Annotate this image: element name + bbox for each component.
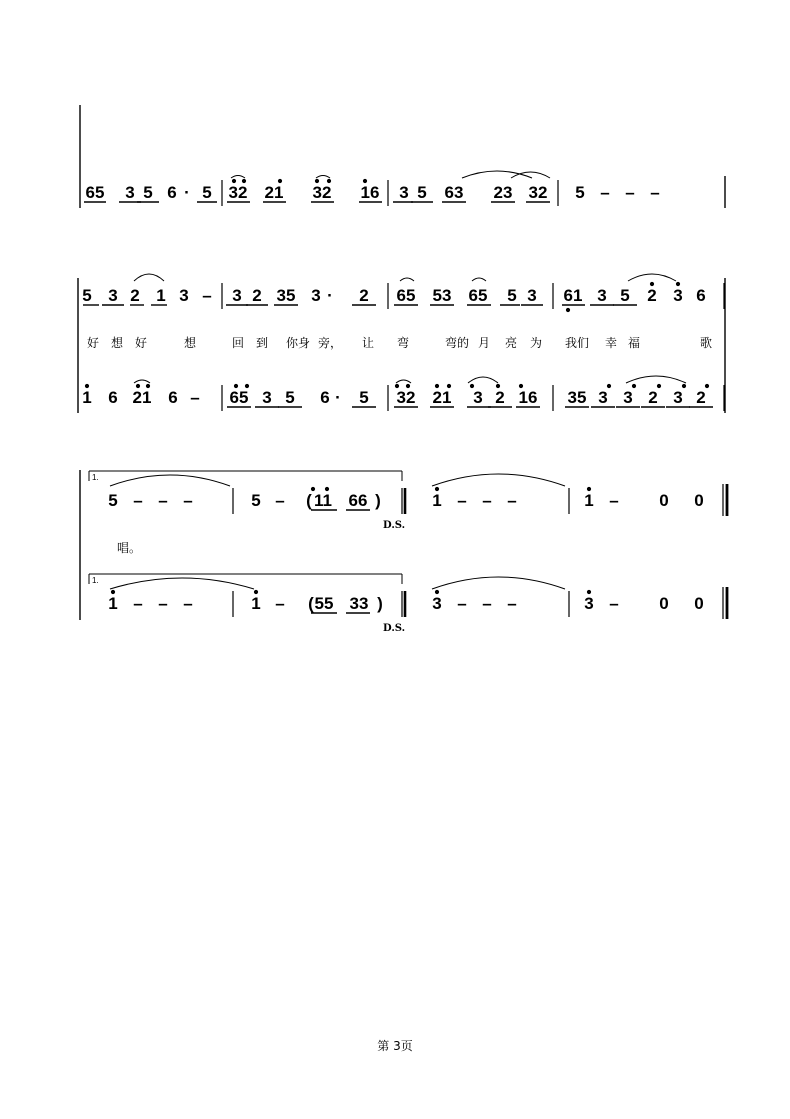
note: – [457,594,467,613]
slur [396,380,411,383]
note: 65 [468,286,488,305]
lyric-syllable: 想 [184,336,197,350]
note: 21 [264,183,284,202]
note: 32 [228,183,248,202]
note: 3 [623,388,633,407]
note: 0 [694,491,704,510]
note: 16 [360,183,380,202]
note: 5 [108,491,118,510]
note: 5 [417,183,427,202]
note: 2 [359,286,369,305]
notation-line [86,183,660,202]
lyric-line [117,541,141,555]
lyric-syllable: 你身 [286,336,311,350]
lyric-syllable: 月 [478,336,491,350]
note: 1 [156,286,166,305]
note: – [158,491,168,510]
note: 5 [82,286,92,305]
note: 3 [399,183,409,202]
slur [231,176,245,179]
high-octave-dot [608,385,611,388]
note: · [184,183,190,202]
notation-line [82,286,705,305]
note: 2 [696,388,706,407]
note: 1 [108,594,118,613]
slur [432,577,565,589]
note: 2 [252,286,262,305]
slur [316,176,330,179]
note: 5 [620,286,630,305]
slur [468,377,498,383]
note: 32 [312,183,332,202]
note: ) [375,491,381,510]
lyric-line [87,335,712,350]
note: – [183,491,193,510]
note: 5 [507,286,517,305]
lyric-syllable: 到 [256,336,269,350]
note: 5 [285,388,295,407]
note: 3 [473,388,483,407]
slur [432,474,565,486]
note: 23 [493,183,513,202]
note: 16 [518,388,538,407]
note: 35 [567,388,587,407]
note: 1 [82,388,92,407]
note: 6 [167,183,177,202]
lyric-syllable: 我们 [565,336,590,350]
dal-segno-mark: D.S. [383,520,406,531]
note: – [183,594,193,613]
note: 5 [359,388,369,407]
note: 3 [232,286,242,305]
note: – [507,594,517,613]
note: 6 [168,388,178,407]
page-footer: 第 3页 [377,1039,413,1053]
note: 3 [673,286,683,305]
note: 6 [320,388,330,407]
note: 63 [444,183,464,202]
high-octave-dot [683,385,686,388]
note: 35 [276,286,296,305]
note: 5 [251,491,261,510]
note: – [202,286,212,305]
note: 3 [597,286,607,305]
notation-line [82,388,705,407]
lyric-syllable: 福 [628,336,641,350]
note: – [190,388,200,407]
high-octave-dot [658,385,661,388]
lyric-syllable: 弯 [397,336,410,350]
note: 3 [108,286,118,305]
note: 3 [673,388,683,407]
slur [110,578,254,589]
note: 21 [132,388,152,407]
lyric-syllable: 为 [530,336,543,350]
note: 1 [251,594,261,613]
note: 32 [396,388,416,407]
note: 3 [527,286,537,305]
note: 2 [648,388,658,407]
note: 2 [130,286,140,305]
note: 5 [143,183,153,202]
note: 3 [125,183,135,202]
note: – [275,594,285,613]
note: 65 [396,286,416,305]
note: · [327,286,333,305]
note: – [482,491,492,510]
note: 6 [108,388,118,407]
note: 5 [202,183,212,202]
lyric-syllable: 好 [135,336,148,350]
note: 2 [495,388,505,407]
note: 3 [262,388,272,407]
note: – [133,594,143,613]
note: ( [308,594,314,613]
dal-segno-mark: D.S. [383,623,406,634]
note: 3 [179,286,189,305]
slur [134,380,150,383]
lyric-syllable: 回 [232,336,245,350]
note: 53 [432,286,452,305]
high-octave-dot [706,385,709,388]
low-octave-dot [567,309,570,312]
note: 1 [584,491,594,510]
high-octave-dot [633,385,636,388]
note: 3 [311,286,321,305]
note: – [609,491,619,510]
note: 61 [563,286,583,305]
lyric-syllable: 唱。 [117,541,142,555]
lyric-syllable: 好 [87,336,100,350]
note: – [275,491,285,510]
note: – [600,183,610,202]
note: 33 [349,594,369,613]
note: 32 [528,183,548,202]
note: – [507,491,517,510]
note: 21 [432,388,452,407]
lyric-syllable: 歌 [700,336,713,350]
note: · [335,388,341,407]
slur [626,376,686,383]
note: 66 [348,491,368,510]
slur [462,171,532,178]
note: – [625,183,635,202]
slur [628,274,676,281]
note: 3 [584,594,594,613]
note: – [482,594,492,613]
note: ) [377,594,383,613]
note: 3 [432,594,442,613]
slur [400,278,414,281]
note: – [457,491,467,510]
note: 1 [432,491,442,510]
lyric-syllable: 让 [362,336,375,350]
note: 0 [659,594,669,613]
note: 3 [598,388,608,407]
note: 5 [575,183,585,202]
slur [110,475,230,486]
note: 0 [659,491,669,510]
note: – [158,594,168,613]
lyric-syllable: 亮 [505,336,518,350]
note: – [650,183,660,202]
note: 55 [314,594,334,613]
note: 11 [314,491,332,510]
note: 65 [229,388,249,407]
lyric-syllable: 旁， [318,336,343,350]
lyric-syllable: 弯的 [445,336,470,350]
lyric-syllable: 幸 [605,336,618,350]
volta-number: 1. [92,473,99,482]
note: ( [306,491,312,510]
lyric-syllable: 想 [111,336,124,350]
note: 6 [696,286,706,305]
note: 2 [647,286,657,305]
note: – [133,491,143,510]
note: 0 [694,594,704,613]
slur [134,274,164,281]
note: 65 [85,183,105,202]
slur [472,278,486,281]
note: – [609,594,619,613]
volta-number: 1. [92,576,99,585]
